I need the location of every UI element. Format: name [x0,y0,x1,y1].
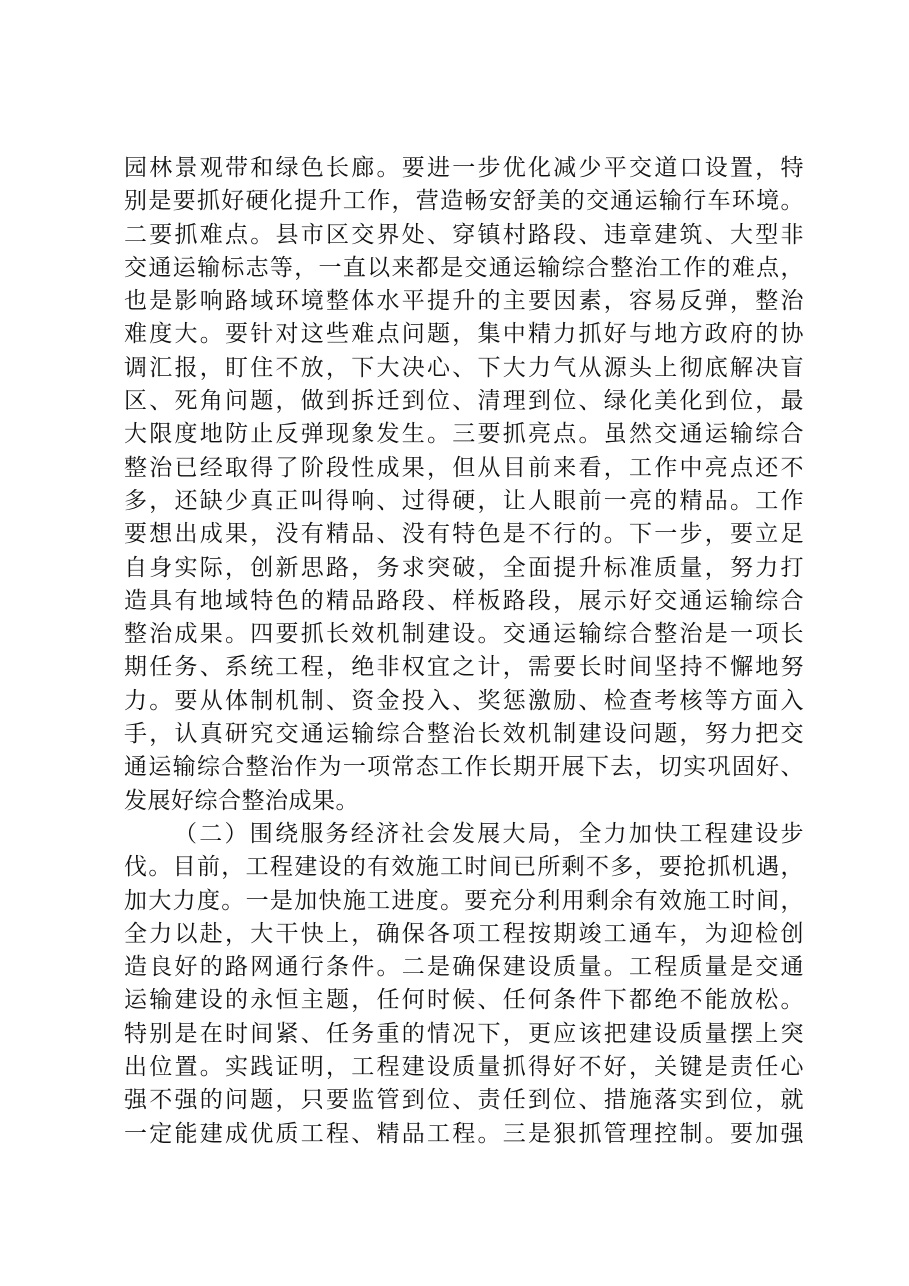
text-line: 调汇报，盯住不放，下大决心、下大力气从源头上彻底解决盲 [124,354,804,381]
text-line: 大限度地防止反弹现象发生。三要抓亮点。虽然交通运输综合 [124,421,804,448]
text-line: 期任务、系统工程，绝非权宜之计，需要长时间坚持不懈地努 [124,654,804,681]
text-line: 二要抓难点。县市区交界处、穿镇村路段、违章建筑、大型非 [124,221,804,248]
paragraph-end-line: 发展好综合整治成果。 [124,787,359,814]
text-line: 要想出成果，没有精品、没有特色是不行的。下一步，要立足 [124,521,804,548]
text-line: 造具有地域特色的精品路段、样板路段，展示好交通运输综合 [124,587,804,614]
text-line: 一定能建成优质工程、精品工程。三是狠抓管理控制。要加强 [124,1120,804,1147]
text-line: 力。要从体制机制、资金投入、奖惩激励、检查考核等方面入 [124,687,804,714]
text-line: 难度大。要针对这些难点问题，集中精力抓好与地方政府的协 [124,321,804,348]
text-line: 别是要抓好硬化提升工作，营造畅安舒美的交通运输行车环境。 [124,188,804,215]
text-line: 出位置。实践证明，工程建设质量抓得好不好，关键是责任心 [124,1054,804,1081]
text-line: 区、死角问题，做到拆迁到位、清理到位、绿化美化到位，最 [124,388,804,415]
text-line: 整治成果。四要抓长效机制建设。交通运输综合整治是一项长 [124,621,804,648]
body-text [124,152,804,1151]
text-line: 园林景观带和绿色长廊。要进一步优化减少平交道口设置，特 [124,155,804,181]
text-line: 手，认真研究交通运输综合整治长效机制建设问题，努力把交 [124,721,804,748]
text-line: 伐。目前，工程建设的有效施工时间已所剩不多，要抢抓机遇， [124,854,804,881]
text-line: 运输建设的永恒主题，任何时候、任何条件下都绝不能放松。 [124,987,804,1014]
text-line: 交通运输标志等，一直以来都是交通运输综合整治工作的难点， [124,254,804,281]
text-line: 特别是在时间紧、任务重的情况下，更应该把建设质量摆上突 [124,1020,804,1047]
text-line: 强不强的问题，只要监管到位、责任到位、措施落实到位，就 [124,1087,804,1114]
text-line: 也是影响路域环境整体水平提升的主要因素，容易反弹，整治 [124,288,804,315]
text-line: 多，还缺少真正叫得响、过得硬，让人眼前一亮的精品。工作 [124,487,804,514]
text-line: 造良好的路网通行条件。二是确保建设质量。工程质量是交通 [124,954,804,981]
text-line: 自身实际，创新思路，务求突破，全面提升标准质量，努力打 [124,554,804,581]
text-line: 整治已经取得了阶段性成果，但从目前来看，工作中亮点还不 [124,454,804,481]
text-line: 全力以赴，大干快上，确保各项工程按期竣工通车，为迎检创 [124,920,804,947]
text-line: 通运输综合整治作为一项常态工作长期开展下去，切实巩固好、 [124,754,804,781]
section-heading-line: （二）围绕服务经济社会发展大局，全力加快工程建设步 [174,820,804,847]
text-line: 加大力度。一是加快施工进度。要充分利用剩余有效施工时间， [124,887,804,914]
